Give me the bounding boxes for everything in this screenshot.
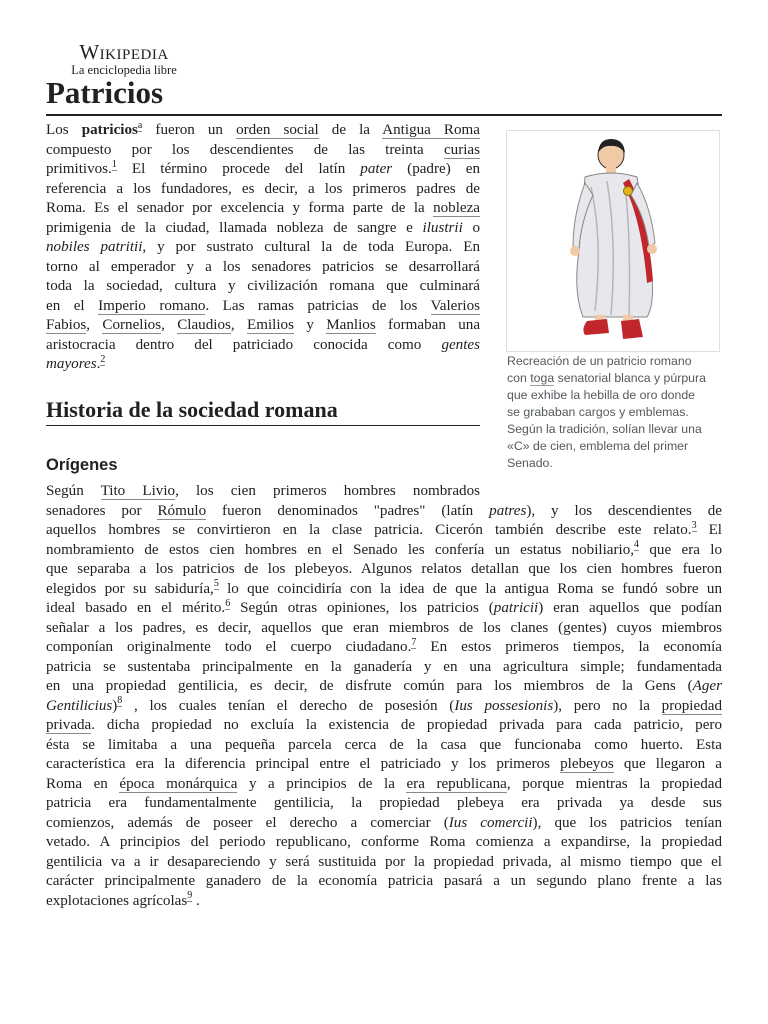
ref-8[interactable]: 8 — [117, 695, 123, 707]
link-romulo[interactable]: Rómulo — [157, 502, 207, 519]
patrician-illustration[interactable] — [506, 130, 720, 352]
link-era-republicana[interactable]: era republicana — [406, 775, 507, 792]
logo-wordmark: Wikipedia — [79, 40, 169, 64]
link-cornelios[interactable]: Cornelios — [102, 317, 162, 333]
link-nobleza[interactable]: nobleza — [433, 200, 480, 216]
link-valerios[interactable]: Valerios — [430, 297, 481, 314]
ref-6[interactable]: 6 — [225, 597, 231, 609]
subsection-heading-origins: Orígenes — [46, 456, 118, 474]
link-epoca-monarquica[interactable]: época monárquica — [119, 775, 238, 792]
link-emilios[interactable]: Emilios — [247, 317, 294, 333]
wikipedia-logo[interactable] — [66, 41, 182, 77]
image-caption: Recreación de un patricio romano con toga senatorial blanca y púrpura que exhibe la hebilla de oro donde se grababan cargos y emblemas. Según la tradición, solían llevar una «C» de cien, emblema del primer Senado. — [507, 354, 706, 470]
link-fabios[interactable]: Fabios — [46, 317, 87, 333]
ref-1[interactable]: 1 — [111, 158, 117, 170]
ref-5[interactable]: 5 — [213, 578, 219, 590]
link-imperio-romano[interactable]: Imperio romano — [98, 297, 206, 314]
link-toga[interactable]: toga — [530, 371, 555, 385]
ref-3[interactable]: 3 — [691, 519, 697, 531]
patrician-figure-icon — [507, 131, 719, 351]
link-manlios[interactable]: Manlios — [326, 317, 376, 333]
logo-tagline: La enciclopedia libre — [71, 63, 177, 77]
origins-paragraph: Según Tito Livio, los cien primeros hombres nombrados senadores por Rómulo fueron denominados "padres" (latín patres), y los descendientes de aquellos hombres se convirtieron en la clase patricia. Cicerón también describe este relato.$^3$ El nombramiento de estos cien hombres en el Senado les confería un estatus nobiliario,$^4$ que era lo que separaba a los patricios de los plebeyos. Algunos relatos detallan que los cien hombres fueron elegidos por su sabiduría,$^5$ lo que coincidiría con la idea de que la antigua Roma se fundó sobre un ideal basado en el mérito.$^6$ Según otras opiniones, los patricios (patricii) eran aquellos que podían señalar a los padres, es decir, aquellos que eran miembros de los clanes (gentes) cuyos miembros componían originalmente todo el cuerpo ciudadano.$^7$ En estos primeros tiempos, la economía patricia se sustentaba principalmente en la ganadería y en una agricultura simple; fundamentada en una propiedad gentilicia, es decir, de disfrute común para los miembros de la Gens (Ager Gentilicius)$^8$ , los cuales tenían el derecho de posesión (Ius possesionis), pero no la propiedad privada. dicha propiedad no excluía la existencia de propiedad privada para cada patricio, pero ésta se limitaba a una pequeña parcela cerca de la casa que funcionaba como huerto. Esta característica era la diferencia principal entre el patriciado y los primeros plebeyos que llegaron a Roma en época monárquica y a principios de la era republicana, porque mientras la propiedad patricia era fundamentalmente gentilicia, la propiedad plebeya era privada ya desde sus comienzos, además de poseer el derecho a comerciar (Ius comercii), que los patricios tenían vetado. A principios del periodo republicano, conforme Roma comienza a expandirse, la propiedad gentilicia va a ir desapareciendo y será sustituida por la propiedad privada, al mismo tiempo que el carácter principalmente ganadero de la economía patricia pasará a un segundo plano frente a las explotaciones agrícolas$^9$ . — [46, 483, 723, 909]
link-tito-livio[interactable]: Tito Livio — [100, 483, 176, 499]
ref-9[interactable]: 9 — [187, 890, 193, 902]
section-heading-history: Historia de la sociedad romana — [46, 397, 338, 422]
link-antigua-roma[interactable]: Antigua Roma — [382, 122, 480, 138]
link-propiedad[interactable]: propiedad — [661, 697, 722, 714]
ref-7[interactable]: 7 — [411, 636, 417, 648]
ref-4[interactable]: 4 — [634, 539, 640, 551]
link-privada[interactable]: privada — [46, 717, 92, 733]
ref-2[interactable]: 2 — [100, 353, 106, 365]
link-claudios[interactable]: Claudios — [177, 317, 231, 333]
link-plebeyos[interactable]: plebeyos — [560, 756, 614, 772]
link-curias[interactable]: curias — [443, 141, 480, 158]
intro-paragraph: Los patricios$^a$ fueron un orden social de la Antigua Roma compuesto por los descendientes de las treinta curias primitivos.$^1$ El término procede del latín pater (padre) en referencia a los fundadores, es decir, a los primeros padres de Roma. Es el senador por excelencia y forma parte de la nobleza primigenia de la ciudad, llamada nobleza de sangre e ilustrii o nobiles patritii, y por sustrato cultural la de toda Europa. En torno al emperador y a los senadores patricios se desarrollará toda la sociedad, cultura y civilización romana que culminará en el Imperio romano. Las ramas patricias de los Valerios Fabios, Cornelios, Claudios, Emilios y Manlios formaban una aristocracia dentro del patriciado conocida como gentes mayores.$^2$ — [46, 119, 481, 372]
title-divider — [46, 114, 722, 116]
section-divider — [46, 425, 480, 426]
ref-a[interactable]: a — [137, 119, 143, 131]
page-title: Patricios — [46, 75, 164, 110]
link-orden-social[interactable]: orden social — [236, 122, 319, 138]
